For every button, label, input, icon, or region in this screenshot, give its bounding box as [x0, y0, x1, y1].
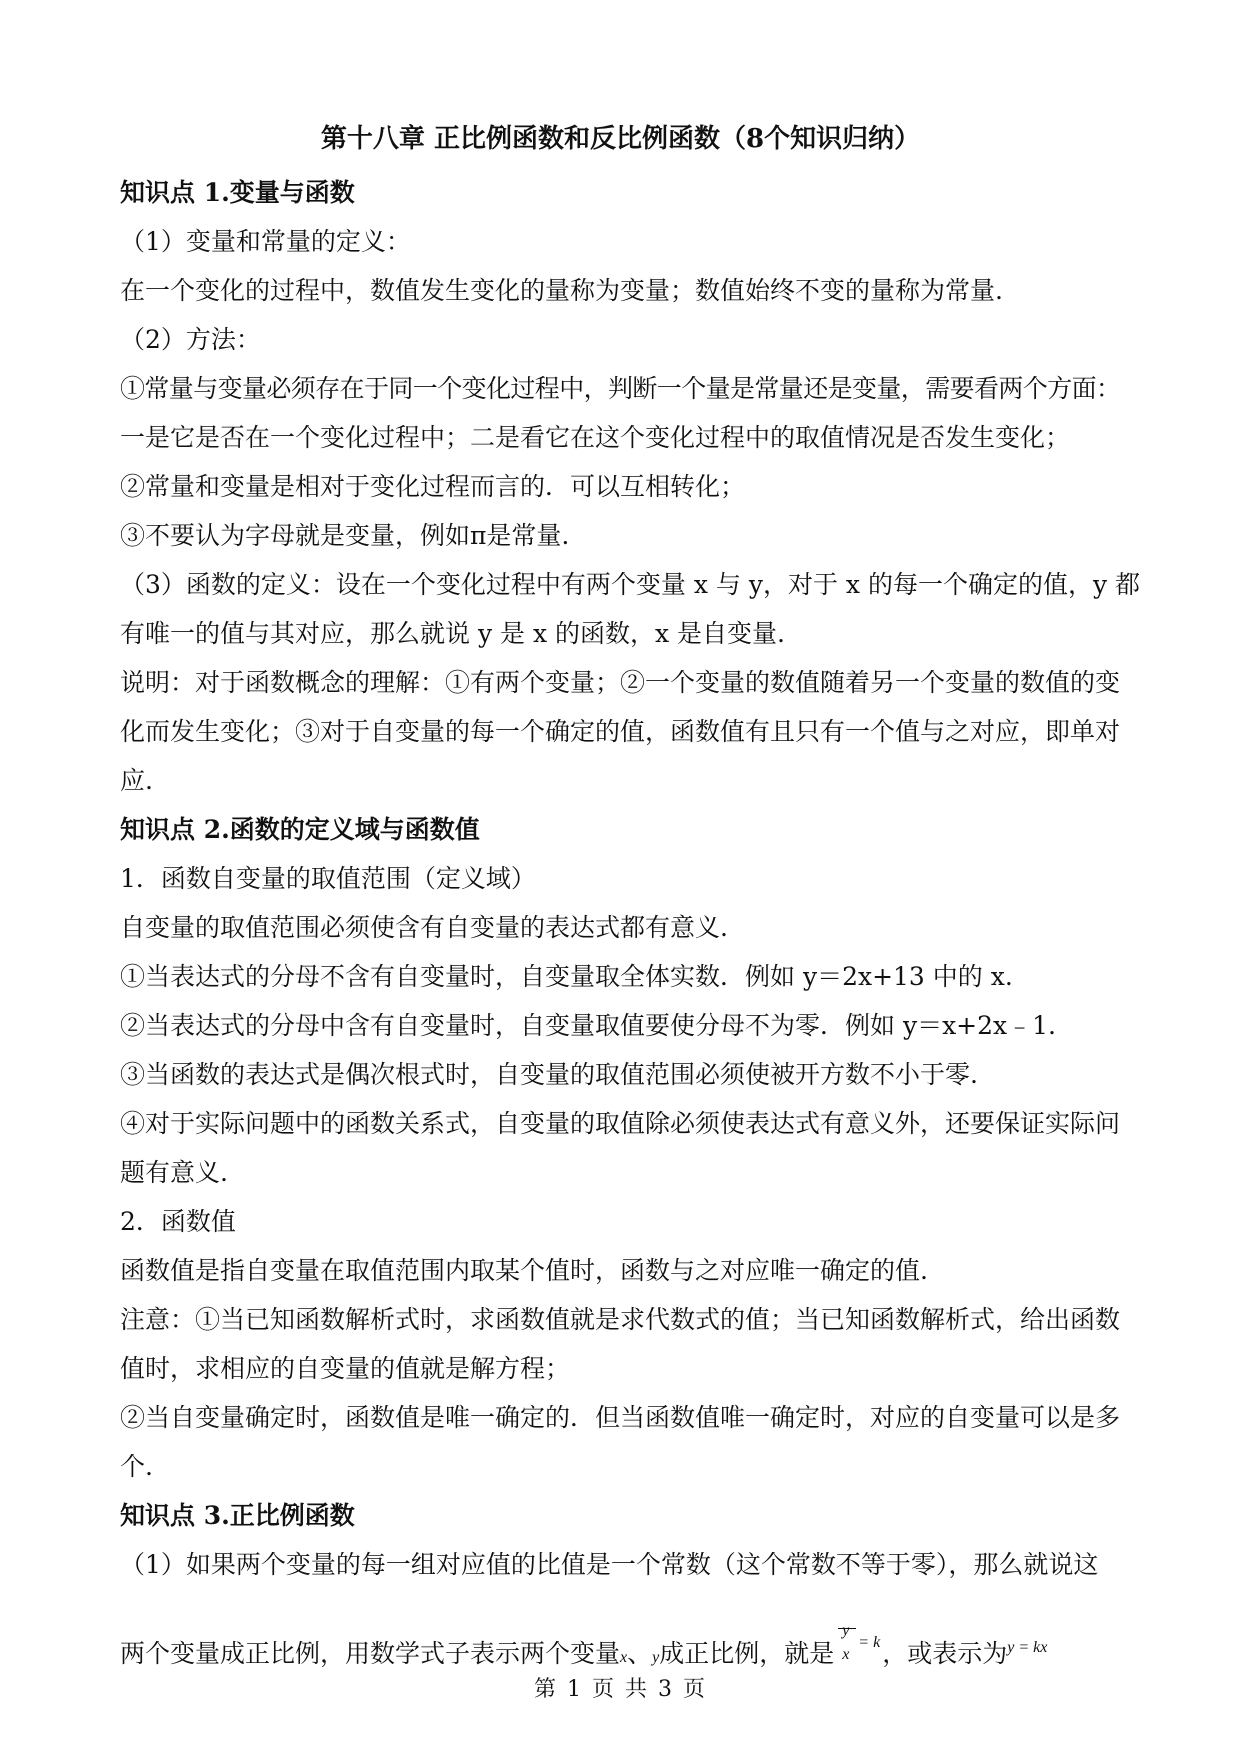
paragraph-line: （1）变量和常量的定义：	[120, 227, 411, 256]
var-x: x	[620, 1649, 628, 1666]
paragraph-line: 2．函数值	[120, 1207, 236, 1236]
page-footer: 第 1 页 共 3 页	[534, 1677, 707, 1702]
section-heading-2: 知识点 2.函数的定义域与函数值	[120, 815, 480, 844]
fraction-equals-k: = k	[858, 1634, 881, 1651]
fraction-y-over-x	[834, 1624, 882, 1668]
text-segment: 、	[627, 1639, 653, 1668]
paragraph-line: 化而发生变化；③对于自变量的每一个确定的值，函数值有且只有一个值与之对应，即单对	[120, 717, 1121, 746]
proportion-formula-line	[120, 1589, 1135, 1669]
fraction-denominator: x	[842, 1646, 850, 1663]
paragraph-line: （2）方法：	[120, 325, 261, 354]
paragraph-line: （1）如果两个变量的每一组对应值的比值是一个常数（这个常数不等于零），那么就说这	[120, 1550, 1099, 1579]
paragraph-line: 1．函数自变量的取值范围（定义域）	[120, 864, 536, 893]
fraction-numerator: y	[842, 1622, 850, 1639]
paragraph-line: 应.	[120, 766, 153, 795]
section-heading-3: 知识点 3.正比例函数	[120, 1501, 355, 1530]
paragraph-line: ①当表达式的分母不含有自变量时，自变量取全体实数．例如 y＝2x+13 中的 x.	[120, 962, 1013, 991]
var-y: y	[652, 1649, 660, 1666]
page-content	[120, 168, 1141, 1669]
text-segment: 成正比例，就是	[659, 1639, 835, 1668]
paragraph-line: 一是它是否在一个变化过程中；二是看它在这个变化过程中的取值情况是否发生变化；	[120, 423, 1071, 452]
paragraph-line: 函数值是指自变量在取值范围内取某个值时，函数与之对应唯一确定的值.	[120, 1256, 928, 1285]
paragraph-line: ②常量和变量是相对于变化过程而言的．可以互相转化；	[120, 472, 746, 501]
paragraph-line: （3）函数的定义：设在一个变化过程中有两个变量 x 与 y，对于 x 的每一个确定的值，y 都	[120, 570, 1141, 599]
paragraph-line: ①常量与变量必须存在于同一个变化过程中，判断一个量是常量还是变量，需要看两个方面：	[120, 374, 1121, 403]
paragraph-line: ②当自变量确定时，函数值是唯一确定的．但当函数值唯一确定时，对应的自变量可以是多	[120, 1403, 1121, 1432]
formula-y-kx: y = kx	[1007, 1639, 1048, 1656]
section-heading-1: 知识点 1.变量与函数	[120, 178, 355, 207]
text-segment: 两个变量成正比例，用数学式子表示两个变量	[120, 1639, 621, 1668]
page-title: 第十八章 正比例函数和反比例函数（8个知识归纳）	[320, 124, 921, 154]
fraction-bar	[838, 1628, 856, 1629]
paragraph-line: ③不要认为字母就是变量，例如π是常量.	[120, 521, 570, 550]
paragraph-line: 有唯一的值与其对应，那么就说 y 是 x 的函数，x 是自变量.	[120, 619, 786, 648]
paragraph-line: 自变量的取值范围必须使含有自变量的表达式都有意义.	[120, 913, 728, 942]
paragraph-line: 说明：对于函数概念的理解：①有两个变量；②一个变量的数值随着另一个变量的数值的变	[120, 668, 1121, 697]
text-segment: ，或表示为	[882, 1639, 1008, 1668]
paragraph-line: 题有意义.	[120, 1158, 228, 1187]
paragraph-line: ②当表达式的分母中含有自变量时，自变量取值要使分母不为零．例如 y＝x+2x﹣1.	[120, 1011, 1056, 1040]
paragraph-line: 注意：①当已知函数解析式时，求函数值就是求代数式的值；当已知函数解析式，给出函数	[120, 1305, 1121, 1334]
paragraph-line: ④对于实际问题中的函数关系式，自变量的取值除必须使表达式有意义外，还要保证实际问	[120, 1109, 1121, 1138]
paragraph-line: ③当函数的表达式是偶次根式时，自变量的取值范围必须使被开方数不小于零.	[120, 1060, 978, 1089]
paragraph-line: 在一个变化的过程中，数值发生变化的量称为变量；数值始终不变的量称为常量.	[120, 276, 1003, 305]
paragraph-line: 值时，求相应的自变量的值就是解方程；	[120, 1354, 571, 1383]
paragraph-line: 个.	[120, 1452, 153, 1481]
